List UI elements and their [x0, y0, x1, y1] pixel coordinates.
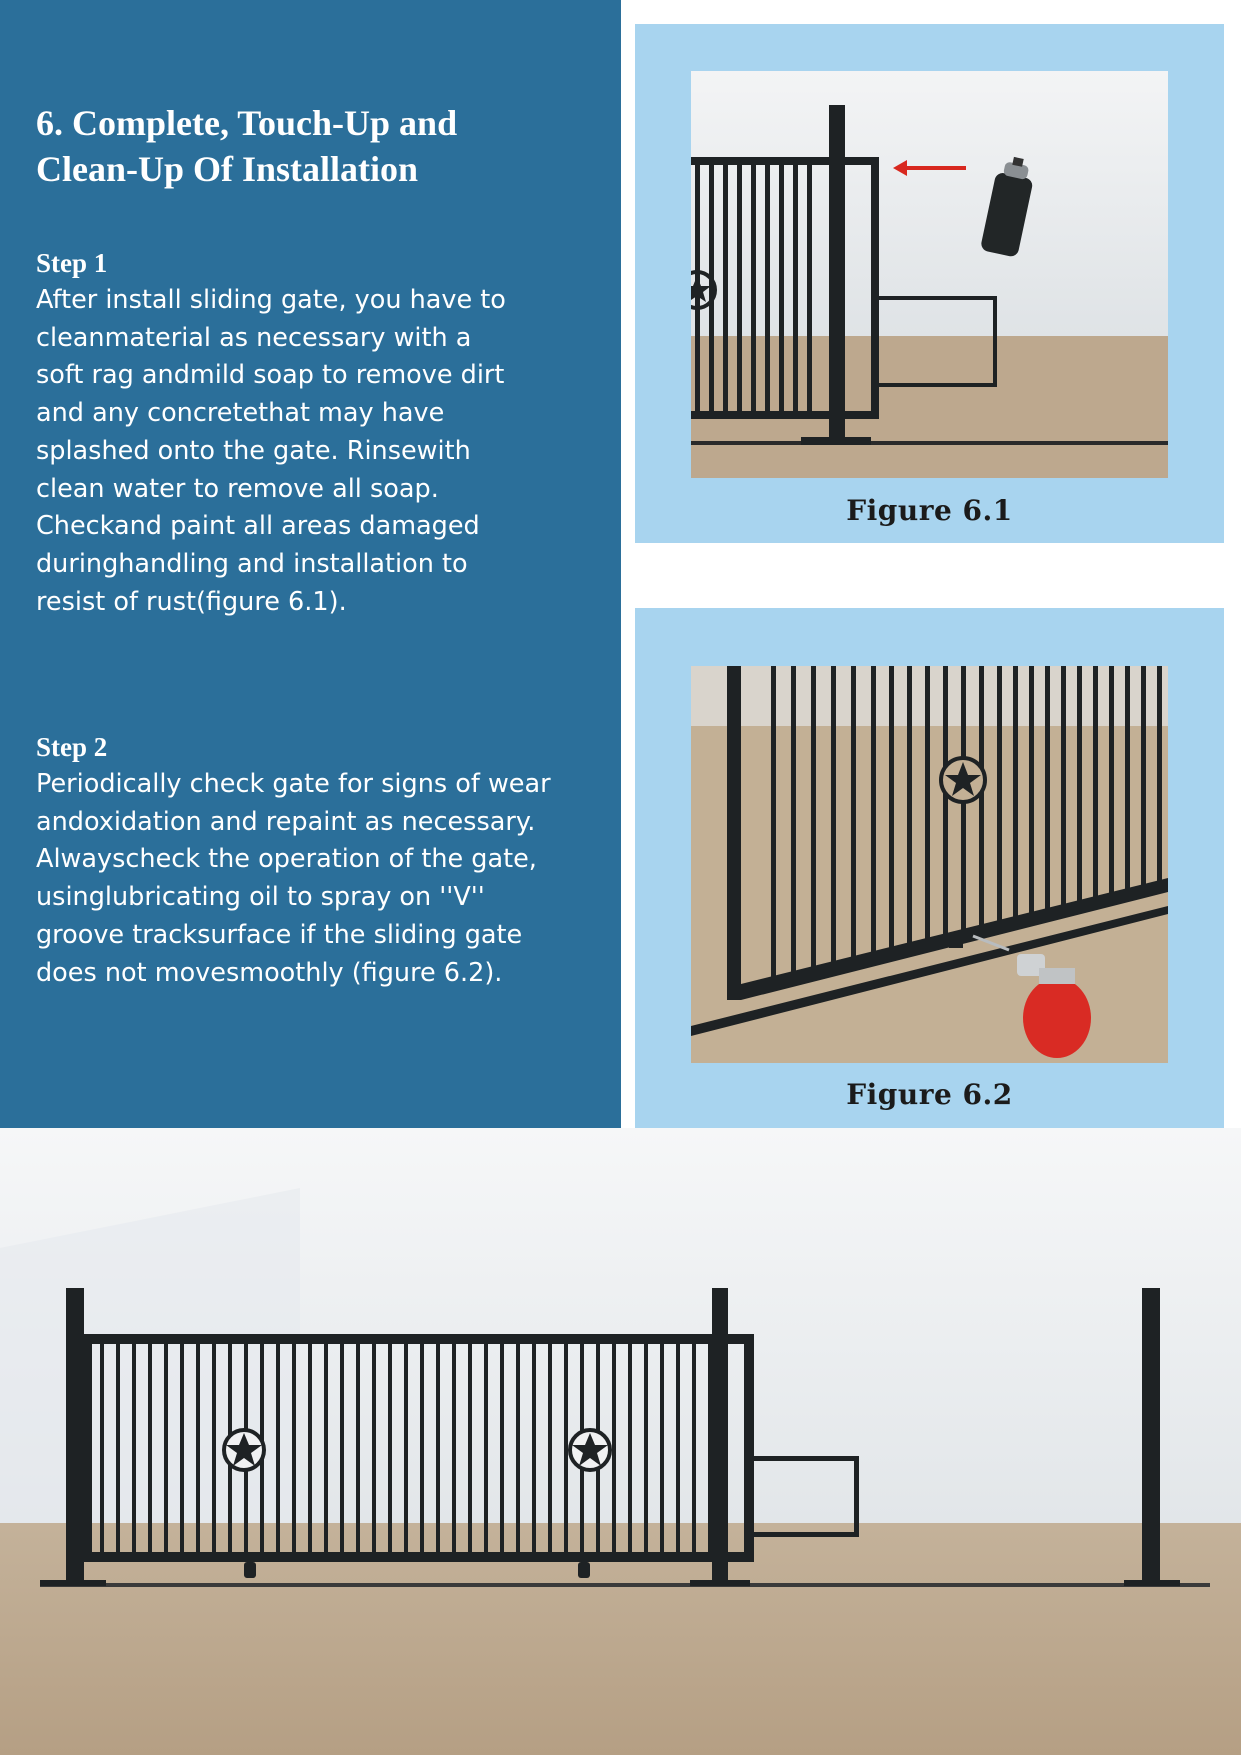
step1-text: [36, 282, 596, 621]
step1-line: soft rag andmild soap to remove dirt: [36, 360, 505, 391]
step1-line: resist of rust(figure 6.1).: [36, 586, 347, 617]
step1-line: After install sliding gate, you have to: [36, 285, 506, 315]
step1-line: splashed onto the gate. Rinsewith: [36, 435, 471, 466]
step1-line: cleanmaterial as necessary with a: [36, 322, 472, 353]
step1-line: Checkand paint all areas damaged: [36, 511, 480, 542]
step2-line: andoxidation and repaint as necessary.: [36, 806, 536, 837]
figure-6-1-frame: [635, 24, 1224, 543]
step1-line: clean water to remove all soap.: [36, 473, 439, 504]
step2-line: usinglubricating oil to spray on ''V'': [36, 882, 485, 913]
figure-6-2-frame: [635, 608, 1224, 1128]
step1-line: duringhandling and installation to: [36, 548, 468, 579]
figure-6-1-image: [691, 71, 1168, 478]
step2-line: does not movesmoothly (figure 6.2).: [36, 957, 503, 988]
figure-6-2-image: [691, 666, 1168, 1063]
step2-line: Alwayscheck the operation of the gate,: [36, 844, 537, 875]
section-title-line2: Clean-Up Of Installation: [36, 149, 419, 189]
instruction-panel: [0, 0, 621, 1128]
step2-line: Periodically check gate for signs of wear: [36, 769, 551, 799]
section-title: [36, 100, 596, 192]
sliding-gate-illustration: [0, 1128, 1241, 1755]
figure-6-1-caption: Figure 6.1: [846, 494, 1013, 527]
step2-text: [36, 766, 596, 992]
figure-6-2-caption: Figure 6.2: [846, 1078, 1013, 1111]
step1-heading: Step 1: [36, 248, 108, 278]
step2-heading: Step 2: [36, 732, 108, 762]
step1-line: and any concretethat may have: [36, 398, 445, 429]
section-title-line1: 6. Complete, Touch-Up and: [36, 103, 458, 143]
step2-line: groove tracksurface if the sliding gate: [36, 919, 523, 950]
